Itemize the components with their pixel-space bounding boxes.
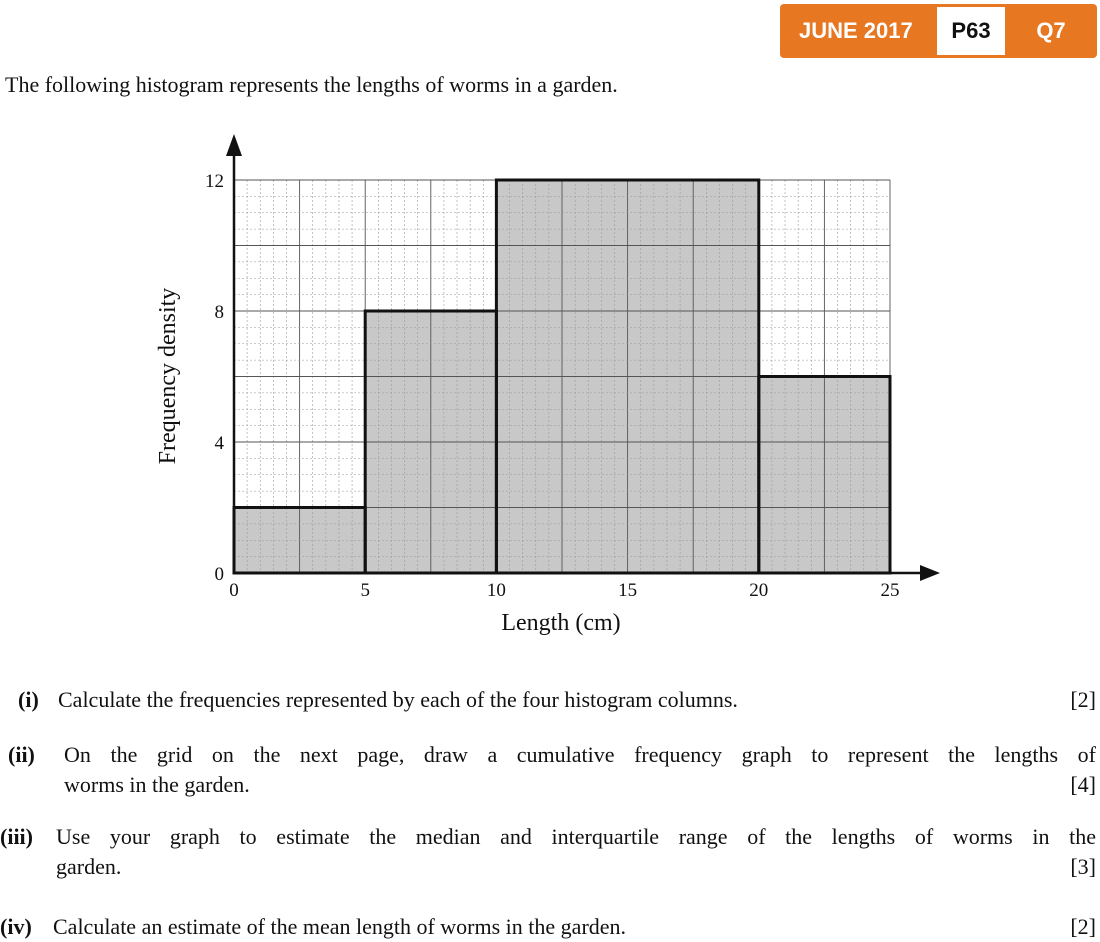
question-ii <box>8 740 1096 800</box>
question-ii-number: (ii) <box>8 742 35 767</box>
question-i-number: (i) <box>18 687 39 712</box>
x-tick-label-10: 10 <box>486 580 506 601</box>
question-iii <box>0 822 1096 882</box>
y-tick-label-12: 12 <box>205 171 224 192</box>
question-iv-number: (iv) <box>0 914 32 939</box>
y-axis-label: Frequency density <box>155 287 181 465</box>
question-iv-text: Calculate an estimate of the mean length of worms in the garden. <box>53 914 627 939</box>
question-number-label: Q7 <box>1036 18 1066 43</box>
question-i-text: Calculate the frequencies represented by each of the four histogram columns. <box>58 687 738 712</box>
question-iv <box>0 912 1096 942</box>
question-i <box>18 685 1096 715</box>
question-ii-text-line2: worms in the garden. <box>64 772 250 797</box>
x-axis-arrow-icon <box>920 565 940 581</box>
intro-text: The following histogram represents the lengths of worms in a garden. <box>5 72 618 97</box>
x-tick-label-25: 25 <box>880 580 900 601</box>
paper-code-label: P63 <box>937 7 1005 55</box>
question-iii-text-line2: garden. <box>56 854 122 879</box>
x-tick-label-0: 0 <box>229 580 239 601</box>
question-ii-text-line1: On the grid on the next page, draw a cumulative frequency graph to represent the lengths of <box>64 742 1096 767</box>
x-axis-label: Length (cm) <box>501 610 621 636</box>
question-ii-marks: [4] <box>1070 772 1096 797</box>
question-iii-marks: [3] <box>1070 854 1096 879</box>
x-tick-label-5: 5 <box>360 580 370 601</box>
y-tick-label-0: 0 <box>214 564 224 585</box>
question-iii-text-line1: Use your graph to estimate the median and interquartile range of the lengths of worms in the <box>56 824 1096 849</box>
x-tick-label-20: 20 <box>749 580 769 601</box>
y-tick-label-8: 8 <box>214 302 224 323</box>
y-axis-arrow-icon <box>226 134 242 156</box>
y-tick-label-4: 4 <box>214 433 224 454</box>
question-iv-marks: [2] <box>1070 914 1096 939</box>
question-i-marks: [2] <box>1070 687 1096 712</box>
x-tick-label-15: 15 <box>618 580 638 601</box>
exam-session-label: JUNE 2017 <box>799 18 913 43</box>
question-iii-number: (iii) <box>0 824 33 849</box>
